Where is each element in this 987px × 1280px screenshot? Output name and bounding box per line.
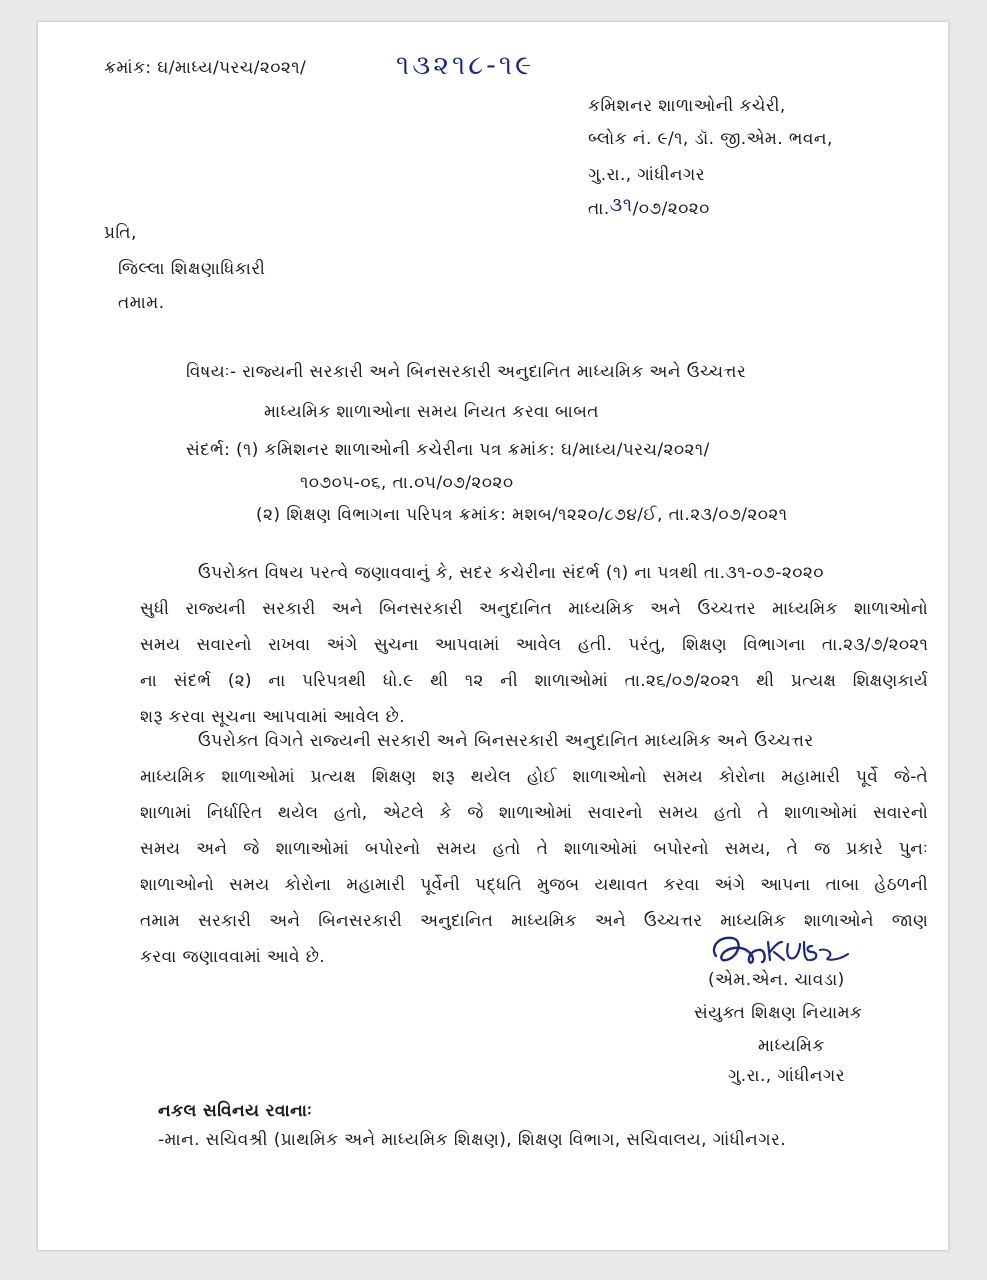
paragraph-1-line-1: ઉપરોક્ત વિષય પરત્વે જણાવવાનું કે, સદર કચેરીના સંદર્ભ (૧) ના પત્રથી તા.૩૧-૦૭-૨૦૨૦ xyxy=(198,563,824,583)
subject-line-1: વિષયઃ- રાજ્યની સરકારી અને બિનસરકારી અનુદાનિત માધ્યમિક અને ઉચ્ચત્તર xyxy=(186,362,747,382)
reference-number-handwritten: ૧૩૨૧૮-૧૯ xyxy=(396,50,535,81)
signatory-name: (એમ.એન. ચાવડા) xyxy=(708,970,845,990)
letter-date xyxy=(588,194,710,219)
date-suffix: /૦૭/૨૦૨૦ xyxy=(632,199,710,219)
recipient-prefix: પ્રતિ, xyxy=(104,223,137,243)
paragraph-2-line-4: સમય અને જે શાળાઓમાં બપોરનો સમય હતો તે શાળાઓમાં બપોરનો સમય, તે જ પ્રકારે પુનઃ xyxy=(140,839,928,859)
signatory-location: ગુ.રા., ગાંધીનગર xyxy=(728,1066,845,1086)
paragraph-1-line-5: શરૂ કરવા સૂચના આપવામાં આવેલ છે. xyxy=(140,707,405,727)
paragraph-1-line-3: સમય સવારનો રાખવા અંગે સુચના આપવામાં આવેલ હતી. પરંતુ, શિક્ષણ વિભાગના તા.૨૩/૭/૨૦૨૧ xyxy=(140,635,928,655)
copy-heading: નકલ સવિનય રવાનાઃ xyxy=(158,1101,313,1121)
recipient-scope: તમામ. xyxy=(118,293,165,313)
date-day-handwritten: ૩૧ xyxy=(609,194,633,216)
copy-recipient: -માન. સચિવશ્રી (પ્રાથમિક અને માધ્યમિક શિક્ષણ), શિક્ષણ વિભાગ, સચિવાલય, ગાંધીનગર. xyxy=(158,1130,787,1150)
reference-2: (૨) શિક્ષણ વિભાગના પરિપત્ર ક્રમાંક: મશબ/૧૨૨૦/૮૭૪/ઈ, તા.૨૩/૦૭/૨૦૨૧ xyxy=(256,505,788,525)
paragraph-2-line-5: શાળાઓનો સમય કોરોના મહામારી પૂર્વેની પદ્ધતિ મુજબ યથાવત કરવા અંગે આપના તાબા હેઠળની xyxy=(140,875,928,895)
subject-line-2: માધ્યમિક શાળાઓના સમય નિયત કરવા બાબત xyxy=(264,402,599,422)
date-prefix: તા. xyxy=(588,199,610,219)
office-block: બ્લોક નં. ૯/૧, ડૉ. જી.એમ. ભવન, xyxy=(588,129,833,149)
paragraph-2-line-2: માધ્યમિક શાળાઓમાં પ્રત્યક્ષ શિક્ષણ શરૂ થયેલ હોઈ શાળાઓનો સમય કોરોના મહામારી પૂર્વે જે-તે xyxy=(140,767,928,787)
paragraph-2-line-3: શાળામાં નિર્ધારિત થયેલ હતો, એટલે કે જે શાળાઓમાં સવારનો સમય હતો તે શાળાઓમાં સવારનો xyxy=(140,803,928,823)
paragraph-1-line-4: ના સંદર્ભ (૨) ના પરિપત્રથી ધો.૯ થી ૧૨ ની શાળાઓમાં તા.૨૬/૦૭/૨૦૨૧ થી પ્રત્યક્ષ શિક્ષણકાર્ય xyxy=(140,671,928,691)
signatory-department: માધ્યમિક xyxy=(758,1036,825,1056)
paragraph-2-line-6: તમામ સરકારી અને બિનસરકારી અનુદાનિત માધ્યમિક અને ઉચ્ચત્તર માધ્યમિક શાળાઓને જાણ xyxy=(140,911,928,931)
signatory-designation: સંયુક્ત શિક્ષણ નિયામક xyxy=(694,1003,863,1023)
paragraph-2-line-7: કરવા જણાવવામાં આવે છે. xyxy=(140,947,326,967)
office-name: કમિશનર શાળાઓની કચેરી, xyxy=(588,96,786,116)
paragraph-2-line-1: ઉપરોક્ત વિગતે રાજ્યની સરકારી અને બિનસરકારી અનુદાનિત માધ્યમિક અને ઉચ્ચત્તર xyxy=(198,731,814,751)
office-city: ગુ.રા., ગાંધીનગર xyxy=(588,165,705,185)
reference-number-label: ક્રમાંક: ઘ/માધ્ય/પરચ/૨૦૨૧/ xyxy=(104,58,307,78)
recipient-title: જિલ્લા શિક્ષણાધિકારી xyxy=(118,259,266,279)
reference-1-line-1: સંદર્ભ: (૧) કમિશનર શાળાઓની કચેરીના પત્ર ક્રમાંક: ઘ/માધ્ય/પરચ/૨૦૨૧/ xyxy=(186,440,710,460)
reference-1-line-2: ૧૦૭૦૫-૦૬, તા.૦૫/૦૭/૨૦૨૦ xyxy=(300,473,514,493)
paragraph-1-line-2: સુધી રાજ્યની સરકારી અને બિનસરકારી અનુદાનિત માધ્યમિક અને ઉચ્ચત્તર માધ્યમિક શાળાઓનો xyxy=(140,599,928,619)
